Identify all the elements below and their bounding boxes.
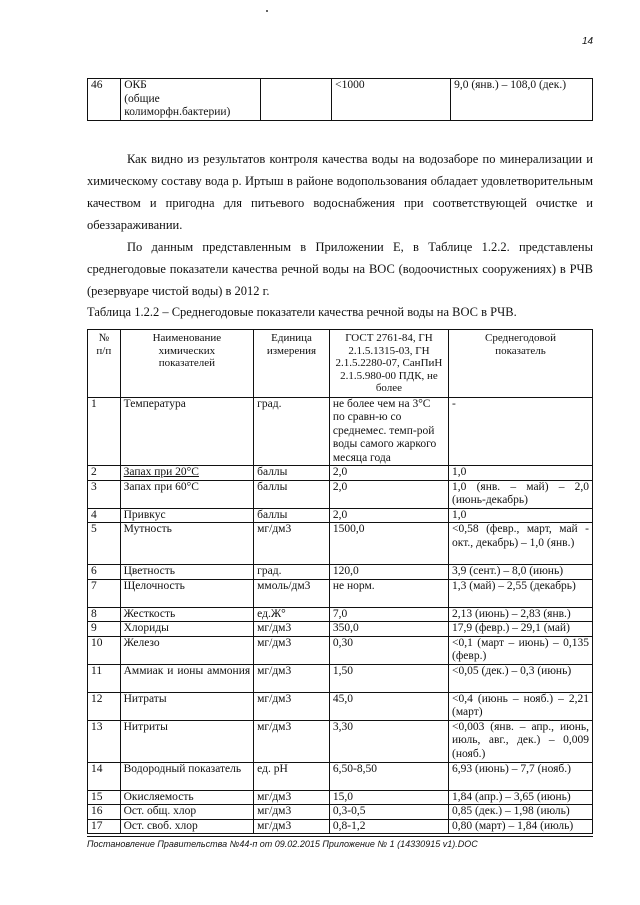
row-average: <0,003 (янв. – апр., июнь, июль, авг., дек.) – 0,009 (нояб.): [449, 720, 593, 762]
row-norm: 1,50: [329, 664, 448, 692]
row-number: 7: [88, 579, 121, 607]
row-average: 1,0: [449, 466, 593, 481]
row-unit: мг/дм3: [254, 805, 330, 820]
row-average: 1,0 (янв. – май) – 2,0 (июнь-декабрь): [449, 480, 593, 508]
table-row: [88, 466, 593, 481]
row-unit: баллы: [254, 480, 330, 508]
row-unit: мг/дм3: [254, 819, 330, 834]
table-row: [88, 790, 593, 805]
header-number: № п/п: [88, 330, 121, 398]
row-number: 10: [88, 636, 121, 664]
row-average: 3,9 (сент.) – 8,0 (июнь): [449, 565, 593, 580]
row-name: Запах при 60°С: [120, 480, 254, 508]
table-row: [88, 579, 593, 607]
row-norm: 0,30: [329, 636, 448, 664]
row-unit: мг/дм3: [254, 622, 330, 637]
row-norm: 2,0: [329, 508, 448, 523]
row-name: ОКБ (общие колиморфн.бактерии): [121, 79, 261, 121]
row-norm: 350,0: [329, 622, 448, 637]
table-row: [88, 819, 593, 834]
row-number: 46: [88, 79, 121, 121]
row-number: 3: [88, 480, 121, 508]
row-number: 2: [88, 466, 121, 481]
row-average: 17,9 (февр.) – 29,1 (май): [449, 622, 593, 637]
water-quality-table: [87, 329, 593, 834]
header-unit: Единица измерения: [254, 330, 330, 398]
row-number: 5: [88, 523, 121, 565]
row-norm: 7,0: [329, 607, 448, 622]
row-norm: 15,0: [329, 790, 448, 805]
row-average: <0,4 (июнь – нояб.) – 2,21 (март): [449, 692, 593, 720]
row-name: Мутность: [120, 523, 254, 565]
row-name: Ост. общ. хлор: [120, 805, 254, 820]
table-row: [88, 664, 593, 692]
row-name: Ост. своб. хлор: [120, 819, 254, 834]
row-norm: 0,3-0,5: [329, 805, 448, 820]
row-name: Привкус: [120, 508, 254, 523]
row-number: 14: [88, 762, 121, 790]
row-number: 6: [88, 565, 121, 580]
row-number: 9: [88, 622, 121, 637]
row-unit: ед. рН: [254, 762, 330, 790]
table-row: [88, 762, 593, 790]
row-norm: не норм.: [329, 579, 448, 607]
row-norm: 0,8-1,2: [329, 819, 448, 834]
row-name: Водородный показатель: [120, 762, 254, 790]
row-norm: 120,0: [329, 565, 448, 580]
table-row: [88, 622, 593, 637]
row-norm: 2,0: [329, 480, 448, 508]
table-caption: Таблица 1.2.2 – Среднегодовые показатели качества речной воды на ВОС в РЧВ.: [87, 305, 517, 319]
table-row: [88, 565, 593, 580]
row-unit: град.: [254, 397, 330, 466]
row-number: 16: [88, 805, 121, 820]
row-unit: мг/дм3: [254, 790, 330, 805]
row-name: Окисляемость: [120, 790, 254, 805]
row-number: 8: [88, 607, 121, 622]
row-average: 9,0 (янв.) – 108,0 (дек.): [451, 79, 593, 121]
row-average: <0,1 (март – июнь) – 0,135 (февр.): [449, 636, 593, 664]
row-norm: 6,50-8,50: [329, 762, 448, 790]
row-name: Запах при 20°С: [120, 466, 254, 481]
row-unit: баллы: [254, 508, 330, 523]
footer-divider: [87, 836, 593, 837]
continued-table: [87, 78, 593, 121]
table-row: [88, 636, 593, 664]
row-unit: мг/дм3: [254, 636, 330, 664]
row-average: 0,80 (март) – 1,84 (июль): [449, 819, 593, 834]
row-norm: не более чем на 3°С по сравн-ю со среднемес. темп-рой воды самого жаркого месяца года: [329, 397, 448, 466]
paragraph-conclusion: Как видно из результатов контроля качества воды на водозаборе по минерализации и химическому составу вода р. Иртыш в районе водопользования обладает удовлетворительным качеством и пригодна для питьевого водоснабжения при соответствующей очистке и обеззараживании.: [87, 152, 593, 232]
row-name: Нитриты: [120, 720, 254, 762]
row-name: Щелочность: [120, 579, 254, 607]
row-number: 12: [88, 692, 121, 720]
row-average: 1,3 (май) – 2,55 (декабрь): [449, 579, 593, 607]
footer-text: Постановление Правительства №44-п от 09.02.2015 Приложение № 1 (14330915 v1).DOC: [87, 839, 478, 849]
row-unit: мг/дм3: [254, 720, 330, 762]
row-name: Температура: [120, 397, 254, 466]
table-row: [88, 720, 593, 762]
row-number: 11: [88, 664, 121, 692]
row-average: 0,85 (дек.) – 1,98 (июль): [449, 805, 593, 820]
scan-dot: [266, 10, 268, 12]
page-number: 14: [582, 36, 594, 47]
table-row: [88, 79, 593, 121]
row-unit: ед.Ж°: [254, 607, 330, 622]
row-average: <0,58 (февр., март, май - окт., декабрь) – 1,0 (янв.): [449, 523, 593, 565]
row-average: <0,05 (дек.) – 0,3 (июнь): [449, 664, 593, 692]
row-name: Хлориды: [120, 622, 254, 637]
row-name: Жесткость: [120, 607, 254, 622]
table-row: [88, 397, 593, 466]
row-name: Цветность: [120, 565, 254, 580]
header-name: Наименование химических показателей: [120, 330, 254, 398]
table-row: [88, 607, 593, 622]
row-unit: [260, 79, 331, 121]
row-unit: град.: [254, 565, 330, 580]
row-number: 13: [88, 720, 121, 762]
table-row: [88, 692, 593, 720]
row-unit: мг/дм3: [254, 664, 330, 692]
row-name: Нитраты: [120, 692, 254, 720]
row-number: 4: [88, 508, 121, 523]
row-norm: 45,0: [329, 692, 448, 720]
row-average: 1,84 (апр.) – 3,65 (июнь): [449, 790, 593, 805]
paragraph-reference: По данным представленным в Приложении Е, в Таблице 1.2.2. представлены среднегодовые показатели качества речной воды на ВОС (водоочистных сооружениях) в РЧВ (резервуаре чистой воды) в 2012 г.: [87, 240, 593, 298]
row-unit: мг/дм3: [254, 523, 330, 565]
table-row: [88, 480, 593, 508]
row-name: Железо: [120, 636, 254, 664]
table-row: [88, 508, 593, 523]
row-number: 1: [88, 397, 121, 466]
row-unit: ммоль/дм3: [254, 579, 330, 607]
row-number: 17: [88, 819, 121, 834]
row-norm: 3,30: [329, 720, 448, 762]
row-norm: 1500,0: [329, 523, 448, 565]
header-norm: ГОСТ 2761-84, ГН 2.1.5.1315-03, ГН 2.1.5.2280-07, СанПиН 2.1.5.980-00 ПДК, не более: [329, 330, 448, 398]
row-norm: 2,0: [329, 466, 448, 481]
row-average: 6,93 (июнь) – 7,7 (нояб.): [449, 762, 593, 790]
row-name: Аммиак и ионы аммония: [120, 664, 254, 692]
row-number: 15: [88, 790, 121, 805]
row-unit: баллы: [254, 466, 330, 481]
row-average: 2,13 (июнь) – 2,83 (янв.): [449, 607, 593, 622]
row-average: 1,0: [449, 508, 593, 523]
header-average: Среднегодовой показатель: [449, 330, 593, 398]
row-average: -: [449, 397, 593, 466]
table-header-row: [88, 330, 593, 398]
table-row: [88, 805, 593, 820]
row-unit: мг/дм3: [254, 692, 330, 720]
table-row: [88, 523, 593, 565]
row-norm: <1000: [332, 79, 451, 121]
